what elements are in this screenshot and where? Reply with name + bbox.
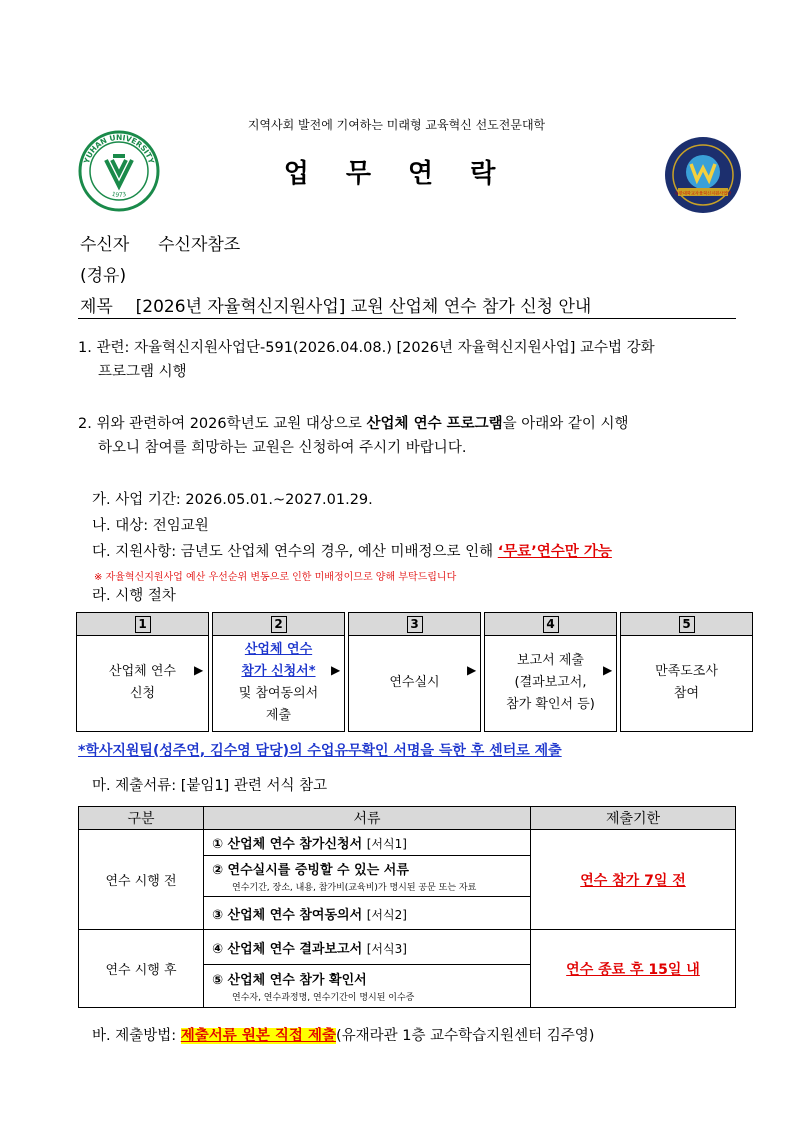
step-arrow: ▶ <box>603 663 613 677</box>
doc-row: ⑤ 산업체 연수 참가 확인서 연수자, 연수과정명, 연수기간이 명시된 이수증 <box>204 965 531 1008</box>
doc-row: ④ 산업체 연수 결과보고서 [서식3] <box>204 930 531 965</box>
doc-row: ① 산업체 연수 참가신청서 [서식1] <box>204 830 531 856</box>
doc-row: ③ 산업체 연수 참여동의서 [서식2] <box>204 897 531 930</box>
item-ga: 가. 사업 기간: 2026.05.01.~2027.01.29. <box>92 492 373 508</box>
doc-row: ② 연수실시를 증빙할 수 있는 서류 연수기간, 장소, 내용, 참가비(교육비)가 명시된 공문 또는 자료 <box>204 856 531 897</box>
subject-label: 제목 <box>80 297 113 317</box>
header-documents: 서류 <box>204 807 531 830</box>
submission-method-highlight: 제출서류 원본 직접 제출 <box>180 1028 336 1044</box>
deadline-before: 연수 참가 7일 전 <box>531 830 736 930</box>
step-1: 1 산업체 연수 신청 <box>76 612 209 732</box>
via-line: (경유) <box>80 266 127 286</box>
header-category: 구분 <box>79 807 204 830</box>
item-2: 2. 위와 관련하여 2026학년도 교원 대상으로 산업체 연수 프로그램을 아래와 같이 시행 하오니 참여를 희망하는 교원은 신청하여 주시기 바랍니다. <box>78 416 629 456</box>
step-2: 2 산업체 연수 참가 신청서* 및 참여동의서 제출 <box>212 612 345 732</box>
submission-table <box>78 806 736 1008</box>
subject-line <box>80 292 591 317</box>
yuhan-university-logo <box>78 130 160 212</box>
item-ra: 라. 시행 절차 <box>92 588 176 604</box>
subject-value: [2026년 자율혁신지원사업] 교원 산업체 연수 참가 신청 안내 <box>135 297 592 317</box>
category-before: 연수 시행 전 <box>79 830 204 930</box>
step-arrow: ▶ <box>331 663 341 677</box>
item-ma: 마. 제출서류: [붙임1] 관련 서식 참고 <box>92 778 328 794</box>
svg-text:YUHAN UNIVERSITY: YUHAN UNIVERSITY <box>82 132 156 165</box>
slogan: 지역사회 발전에 기여하는 미래형 교육혁신 선도전문대학 <box>247 118 546 132</box>
recipient-line <box>80 230 240 255</box>
item-1: 1. 관련: 자율혁신지원사업단-591(2026.04.08.) [2026년 자율혁신지원사업] 교수법 강화 프로그램 시행 <box>78 340 655 380</box>
free-only-notice: ‘무료’연수만 가능 <box>497 544 612 560</box>
step-arrow: ▶ <box>194 663 204 677</box>
header-deadline: 제출기한 <box>531 807 736 830</box>
steps-note: *학사지원팀(성주연, 김수영 담당)의 수업유무확인 서명을 득한 후 센터로 제출 <box>78 743 562 759</box>
budget-note: ※ 자율혁신지원사업 예산 우선순위 변동으로 인한 미배정이므로 양해 부탁드립니다 <box>94 572 457 583</box>
svg-text:유한대학교자율혁신지원사업단: 유한대학교자율혁신지원사업단 <box>674 190 732 196</box>
item-ba: 바. 제출방법: 제출서류 원본 직접 제출(유재라관 1층 교수학습지원센터 김주영) <box>92 1028 595 1044</box>
header-divider <box>78 318 736 319</box>
deadline-after: 연수 종료 후 15일 내 <box>531 930 736 1008</box>
category-after: 연수 시행 후 <box>79 930 204 1008</box>
step-3: 3 연수실시 <box>348 612 481 732</box>
innovation-project-emblem <box>664 136 742 214</box>
step-4: 4 보고서 제출 (결과보고서, 참가 확인서 등) <box>484 612 617 732</box>
item-da: 다. 지원사항: 금년도 산업체 연수의 경우, 예산 미배정으로 인해 ‘무료’연수만 가능 <box>92 544 612 560</box>
svg-text:1973: 1973 <box>111 190 127 199</box>
step-5: 5 만족도조사 참여 <box>620 612 753 732</box>
recipient-label: 수신자 <box>80 235 130 255</box>
item-na: 나. 대상: 전임교원 <box>92 518 209 534</box>
recipient-value: 수신자참조 <box>158 235 241 255</box>
step-arrow: ▶ <box>467 663 477 677</box>
application-form-link[interactable]: 산업체 연수 참가 신청서* <box>241 642 316 679</box>
document-title: 업 무 연 락 <box>283 159 510 189</box>
